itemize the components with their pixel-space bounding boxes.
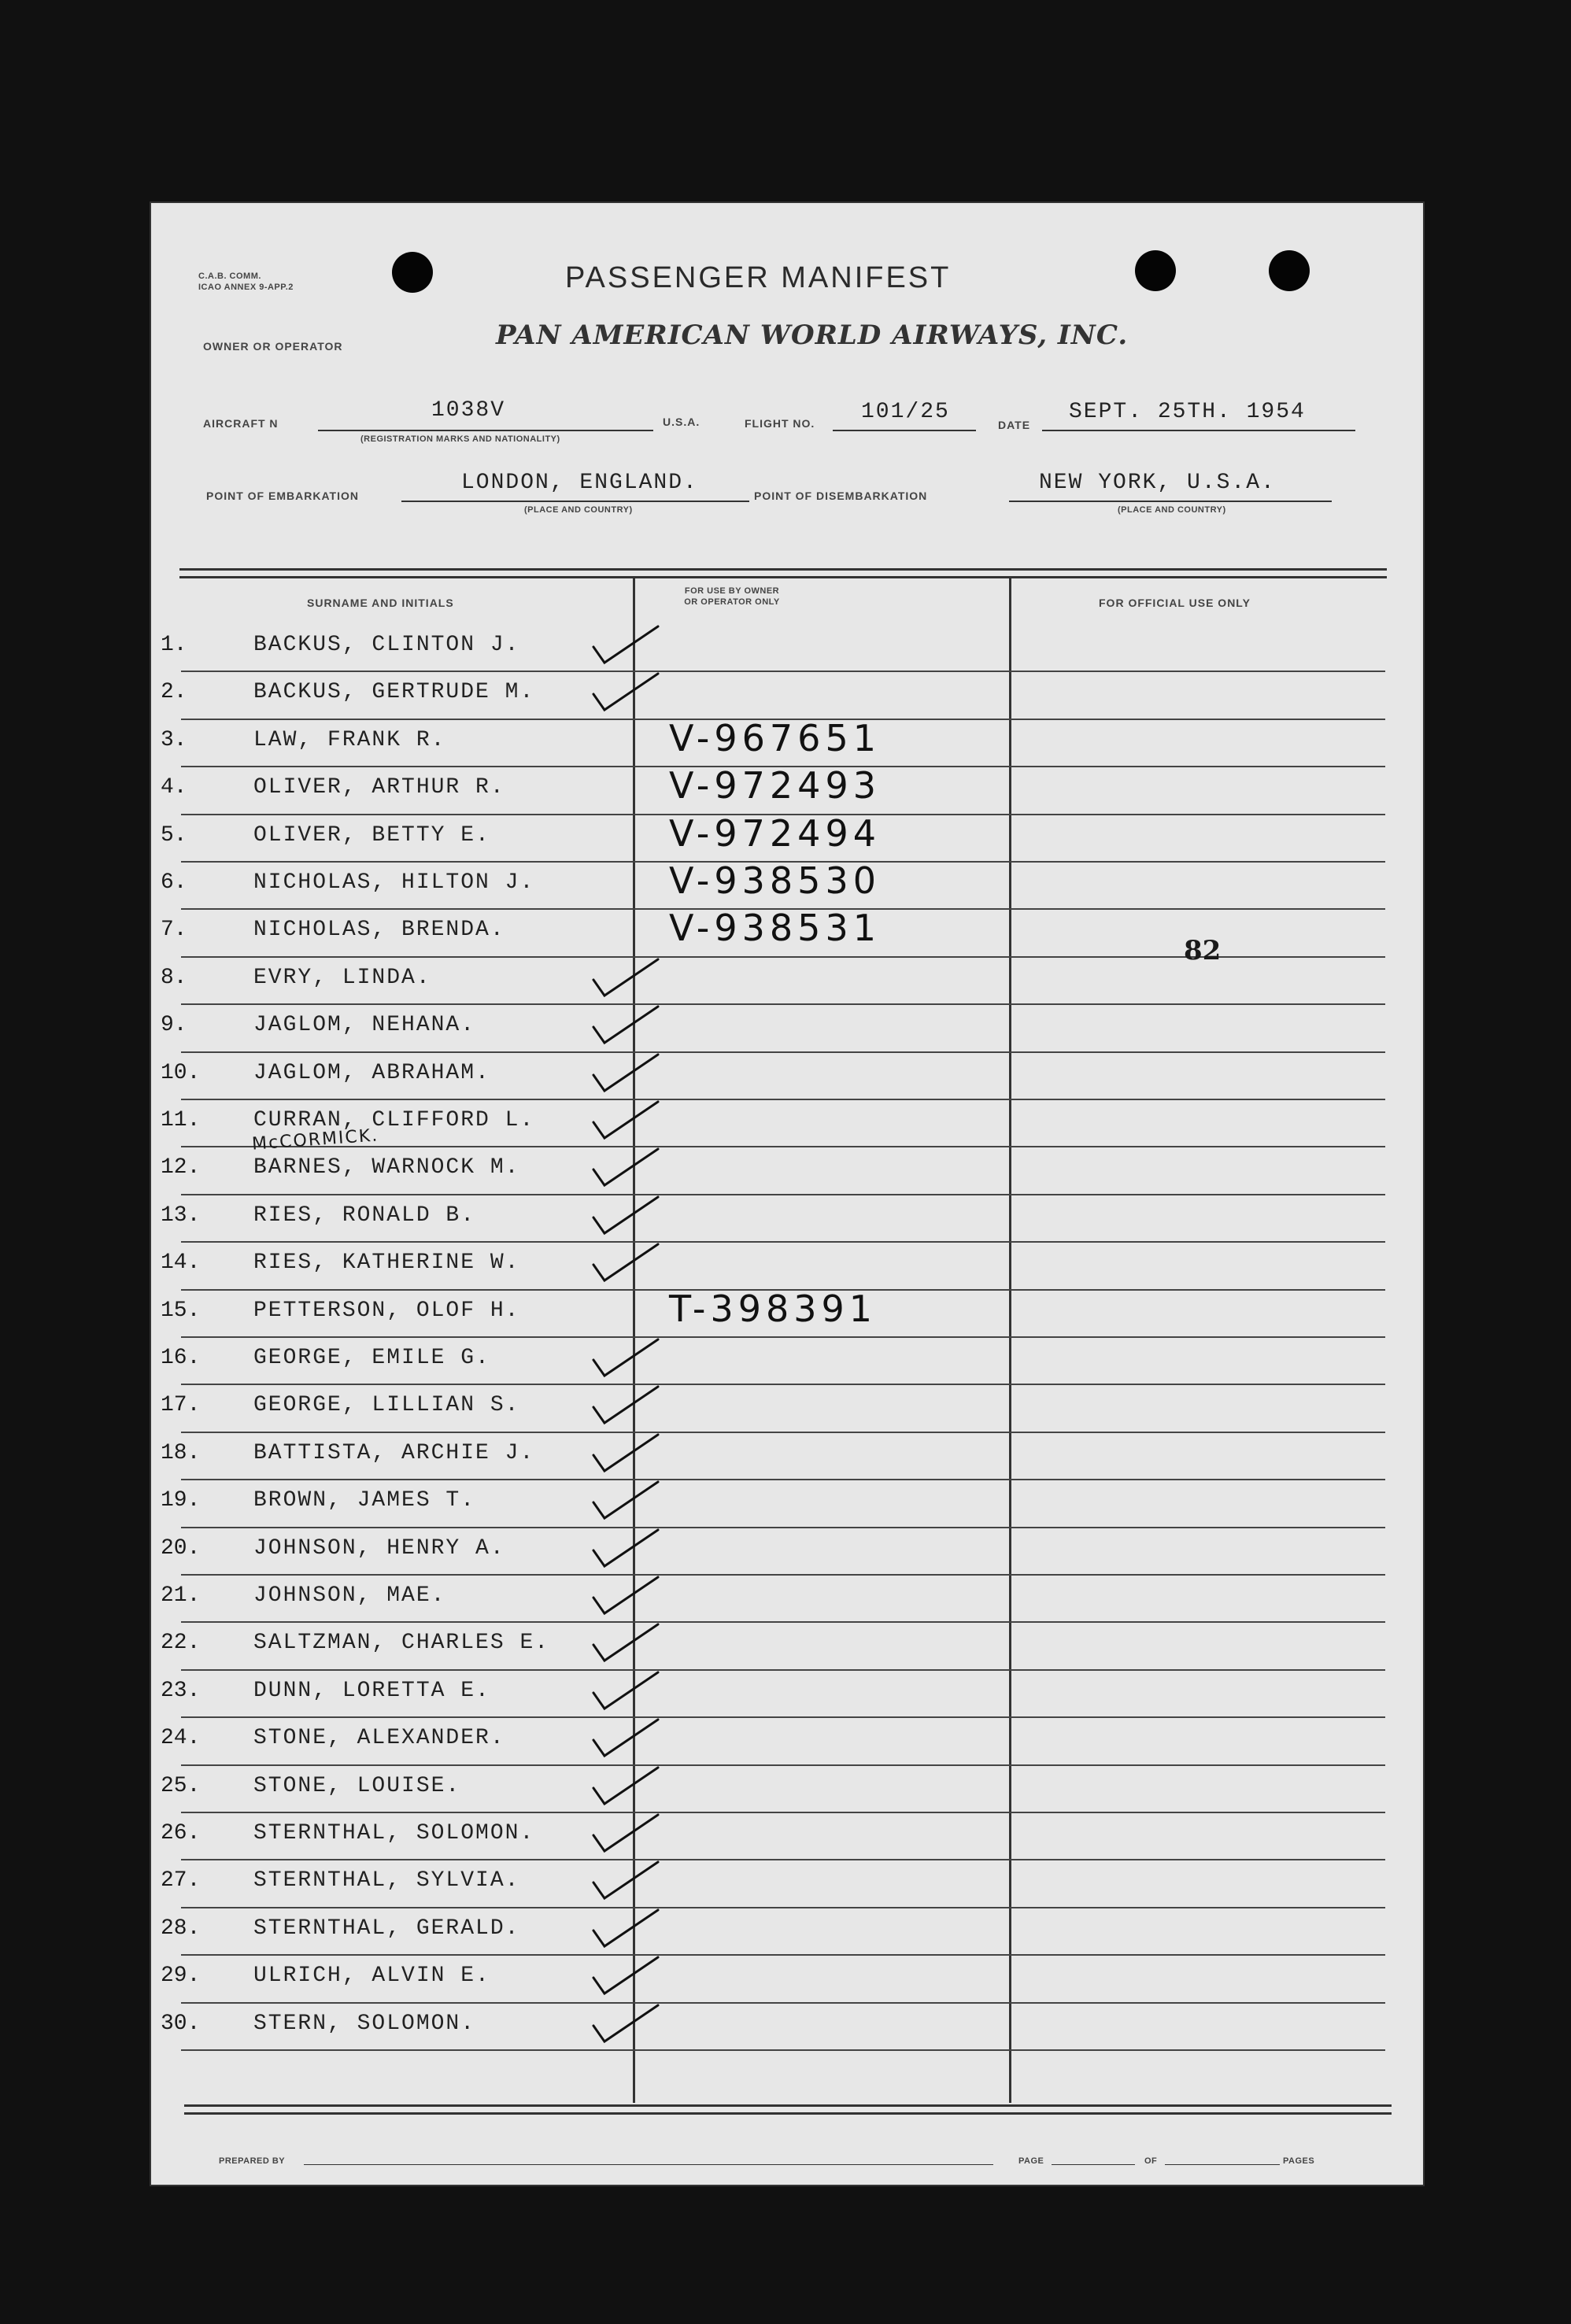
usa-label: U.S.A. (663, 416, 700, 428)
embark-value: LONDON, ENGLAND. (461, 471, 698, 495)
passenger-name: STERNTHAL, GERALD. (253, 1916, 520, 1941)
embark-label: POINT OF EMBARKATION (206, 490, 359, 502)
passenger-name: NICHOLAS, HILTON J. (253, 870, 535, 895)
row-number: 20. (161, 1535, 201, 1561)
check-mark-icon (590, 1905, 661, 1953)
punch-hole (392, 252, 433, 293)
visa-number: V-972494 (669, 811, 881, 855)
disembark-note: (PLACE AND COUNTRY) (1118, 505, 1226, 515)
row-divider (181, 1527, 1385, 1528)
row-divider (181, 2002, 1385, 2004)
check-mark-icon (590, 1525, 661, 1572)
passenger-name: JAGLOM, ABRAHAM. (253, 1060, 490, 1085)
passenger-name: SALTZMAN, CHARLES E. (253, 1631, 550, 1656)
official-mark: 82 (1184, 935, 1222, 966)
passenger-name: JOHNSON, HENRY A. (253, 1535, 505, 1561)
visa-number: T-398391 (669, 1287, 878, 1330)
passenger-name: JAGLOM, NEHANA. (253, 1013, 476, 1038)
row-divider (181, 1716, 1385, 1718)
row-divider (181, 1764, 1385, 1766)
row-number: 22. (161, 1631, 201, 1656)
row-number: 26. (161, 1821, 201, 1846)
passenger-name: STONE, ALEXANDER. (253, 1726, 505, 1751)
visa-number: V-967651 (669, 716, 881, 759)
check-mark-icon (590, 2001, 661, 2048)
prepared-label: PREPARED BY (219, 2156, 286, 2166)
passenger-name: JOHNSON, MAE. (253, 1583, 446, 1608)
row-number: 7. (161, 918, 187, 943)
row-divider (181, 1479, 1385, 1480)
row-number: 4. (161, 775, 187, 800)
passenger-name: GEORGE, EMILE G. (253, 1346, 490, 1370)
check-mark-icon (590, 1382, 661, 1429)
passenger-name: CURRAN, CLIFFORD L. (253, 1108, 535, 1132)
passenger-name: OLIVER, ARTHUR R. (253, 775, 505, 800)
row-number: 24. (161, 1726, 201, 1751)
check-mark-icon (590, 1192, 661, 1240)
check-mark-icon (590, 1668, 661, 1715)
visa-number: V-938530 (669, 859, 881, 902)
aircraft-value: 1038V (431, 398, 506, 423)
col-header-owner: FOR USE BY OWNER OR OPERATOR ONLY (684, 586, 780, 607)
check-mark-icon (590, 1050, 661, 1097)
row-number: 23. (161, 1678, 201, 1703)
row-number: 13. (161, 1203, 201, 1228)
visa-number: V-938531 (669, 907, 881, 950)
owner-label: OWNER OR OPERATOR (203, 340, 343, 353)
row-divider (181, 1574, 1385, 1576)
passenger-name: DUNN, LORETTA E. (253, 1678, 490, 1703)
page-title: PASSENGER MANIFEST (565, 261, 952, 294)
handwritten-annotation: McCORMICK. (251, 1125, 379, 1155)
disembark-value: NEW YORK, U.S.A. (1039, 471, 1276, 495)
passenger-name: STERNTHAL, SYLVIA. (253, 1868, 520, 1894)
flight-value: 101/25 (861, 400, 950, 424)
passenger-name: RIES, RONALD B. (253, 1203, 476, 1228)
passenger-name: BROWN, JAMES T. (253, 1488, 476, 1513)
row-divider (181, 1194, 1385, 1195)
row-number: 30. (161, 2011, 201, 2036)
row-number: 21. (161, 1583, 201, 1608)
row-number: 15. (161, 1298, 201, 1323)
visa-number: V-972493 (669, 764, 881, 807)
check-mark-icon (590, 1477, 661, 1524)
row-divider (181, 1907, 1385, 1908)
row-number: 10. (161, 1060, 201, 1085)
row-divider (181, 2049, 1385, 2051)
check-mark-icon (590, 1715, 661, 1762)
pages-label: PAGES (1283, 2156, 1315, 2166)
passenger-name: EVRY, LINDA. (253, 965, 431, 990)
row-number: 12. (161, 1155, 201, 1180)
row-divider (181, 1051, 1385, 1053)
passenger-name: RIES, KATHERINE W. (253, 1251, 520, 1276)
row-divider (181, 671, 1385, 672)
registration-note: (REGISTRATION MARKS AND NATIONALITY) (360, 434, 560, 444)
row-number: 27. (161, 1868, 201, 1894)
passenger-name: STONE, LOUISE. (253, 1773, 461, 1798)
check-mark-icon (590, 1430, 661, 1477)
check-mark-icon (590, 1097, 661, 1144)
check-mark-icon (590, 1002, 661, 1049)
row-divider (181, 1621, 1385, 1623)
check-mark-icon (590, 955, 661, 1002)
passenger-name: BATTISTA, ARCHIE J. (253, 1440, 535, 1465)
row-number: 28. (161, 1916, 201, 1941)
row-number: 1. (161, 633, 187, 657)
row-divider (181, 1241, 1385, 1243)
passenger-name: STERNTHAL, SOLOMON. (253, 1821, 535, 1846)
row-number: 2. (161, 680, 187, 705)
row-number: 8. (161, 965, 187, 990)
flight-label: FLIGHT NO. (745, 417, 815, 430)
check-mark-icon (590, 1144, 661, 1192)
date-label: DATE (998, 419, 1031, 431)
passenger-name: LAW, FRANK R. (253, 727, 446, 752)
row-divider (181, 1099, 1385, 1100)
row-number: 5. (161, 822, 187, 848)
check-mark-icon (590, 1240, 661, 1287)
row-number: 6. (161, 870, 187, 895)
check-mark-icon (590, 1335, 661, 1382)
row-divider (181, 1669, 1385, 1671)
row-number: 25. (161, 1773, 201, 1798)
passenger-name: GEORGE, LILLIAN S. (253, 1393, 520, 1418)
passenger-name: NICHOLAS, BRENDA. (253, 918, 505, 943)
row-number: 17. (161, 1393, 201, 1418)
check-mark-icon (590, 1857, 661, 1905)
col-header-names: SURNAME AND INITIALS (307, 597, 454, 609)
check-mark-icon (590, 1620, 661, 1667)
row-divider (181, 1954, 1385, 1956)
form-code: C.A.B. COMM. ICAO ANNEX 9-APP.2 (198, 272, 294, 292)
passenger-name: BACKUS, GERTRUDE M. (253, 680, 535, 705)
page-label: PAGE (1018, 2156, 1044, 2166)
check-mark-icon (590, 1953, 661, 2000)
row-number: 29. (161, 1964, 201, 1989)
check-mark-icon (590, 1810, 661, 1857)
row-number: 18. (161, 1440, 201, 1465)
passenger-name: STERN, SOLOMON. (253, 2011, 476, 2036)
row-number: 11. (161, 1108, 201, 1132)
check-mark-icon (590, 669, 661, 716)
row-number: 16. (161, 1346, 201, 1370)
col-header-official: FOR OFFICIAL USE ONLY (1099, 597, 1251, 609)
row-divider (181, 1336, 1385, 1338)
manifest-sheet (150, 201, 1425, 2186)
row-divider (181, 1432, 1385, 1433)
owner-value: PAN AMERICAN WORLD AIRWAYS, INC. (496, 320, 1129, 351)
row-number: 14. (161, 1251, 201, 1276)
passenger-name: ULRICH, ALVIN E. (253, 1964, 490, 1989)
row-number: 9. (161, 1013, 187, 1038)
check-mark-icon (590, 1572, 661, 1620)
disembark-label: POINT OF DISEMBARKATION (754, 490, 928, 502)
punch-hole (1269, 250, 1310, 291)
check-mark-icon (590, 622, 661, 669)
row-divider (181, 1812, 1385, 1813)
row-number: 19. (161, 1488, 201, 1513)
passenger-name: OLIVER, BETTY E. (253, 822, 490, 848)
check-mark-icon (590, 1763, 661, 1810)
passenger-name: BARNES, WARNOCK M. (253, 1155, 520, 1180)
of-label: OF (1144, 2156, 1158, 2166)
date-value: SEPT. 25TH. 1954 (1069, 400, 1306, 424)
embark-note: (PLACE AND COUNTRY) (524, 505, 633, 515)
passenger-name: BACKUS, CLINTON J. (253, 633, 520, 657)
row-divider (181, 1384, 1385, 1385)
passenger-name: PETTERSON, OLOF H. (253, 1298, 520, 1323)
punch-hole (1135, 250, 1176, 291)
row-divider (181, 1003, 1385, 1005)
aircraft-label: AIRCRAFT N (203, 417, 279, 430)
row-divider (181, 1859, 1385, 1860)
row-number: 3. (161, 727, 187, 752)
